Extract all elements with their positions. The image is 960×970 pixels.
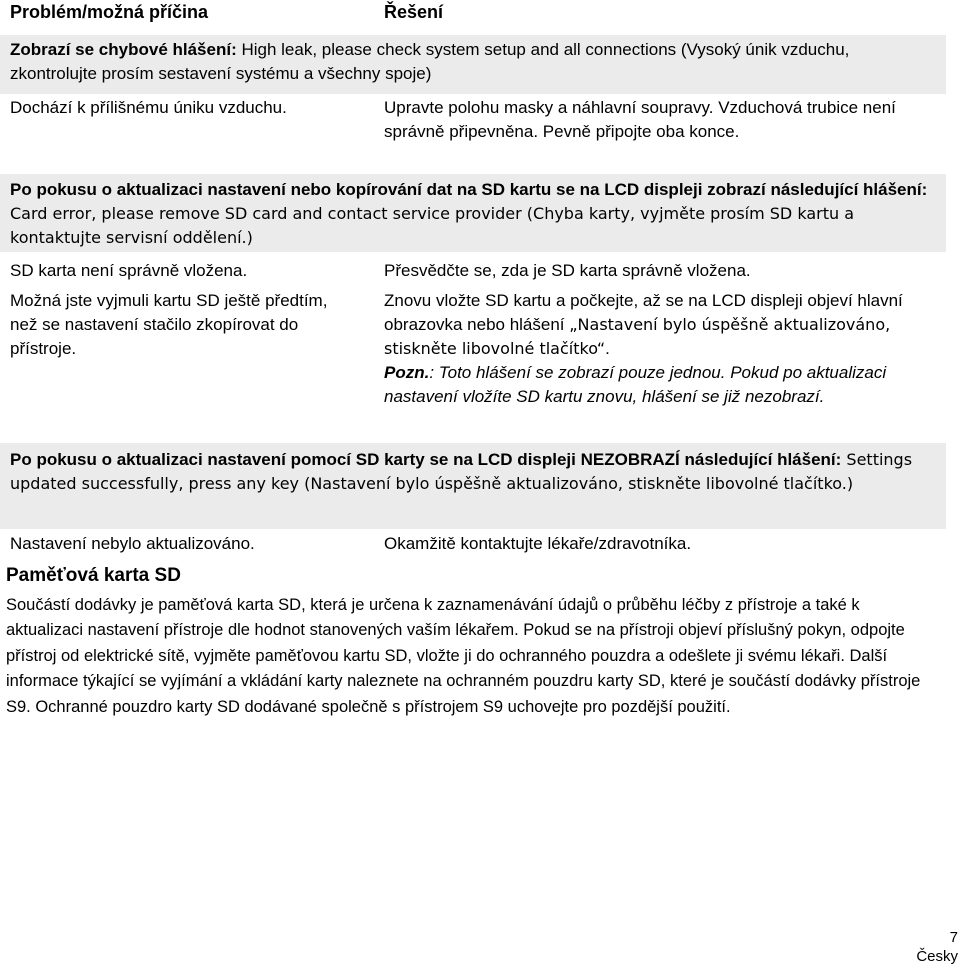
table-header-row xyxy=(0,0,960,30)
error-message-label: Zobrazí se chybové hlášení: xyxy=(10,40,237,59)
solution-cell xyxy=(384,289,924,409)
problem-cell: Dochází k přílišnému úniku vzduchu. xyxy=(10,98,287,117)
error-message-content: Card error, please remove SD card and contact service provider (Chyba karty, vyjměte prosím SD kartu a kontaktujte servisní oddělení.) xyxy=(10,204,855,247)
problem-cell: Nastavení nebylo aktualizováno. xyxy=(10,534,255,553)
note-text: : Toto hlášení se zobrazí pouze jednou. Pokud po aktualizaci nastavení vložíte SD kartu znovu, hlášení se již nezobrazí. xyxy=(384,363,887,406)
note-label: Pozn. xyxy=(384,363,430,382)
footer-language: Česky xyxy=(916,948,958,965)
error-message-text xyxy=(10,38,940,86)
error-message-label: Po pokusu o aktualizaci nastavení pomocí SD karty se na LCD displeji NEZOBRAZÍ následující hlášení: xyxy=(10,450,842,469)
section-title: Paměťová karta SD xyxy=(6,565,181,586)
error-message-label: Po pokusu o aktualizaci nastavení nebo kopírování dat na SD kartu se na LCD displeji zobrazí následující hlášení: xyxy=(10,180,928,199)
problem-cell: SD karta není správně vložena. xyxy=(10,261,248,280)
error-message-band-sd-card xyxy=(0,174,946,252)
column-header-solution: Řešení xyxy=(384,2,444,22)
error-message-content: High leak, please check system setup and all connections (Vysoký únik vzduchu, zkontrolujte prosím sestavení systému a všechny spoje) xyxy=(10,40,850,83)
column-header-problem: Problém/možná příčina xyxy=(10,2,209,22)
problem-cell: Možná jste vyjmuli kartu SD ještě předtím, než se nastavení stačilo zkopírovat do přístroje. xyxy=(10,291,328,358)
error-message-content: Settings updated successfully, press any key (Nastavení bylo úspěšně aktualizováno, stiskněte libovolné tlačítko.) xyxy=(10,450,913,493)
solution-text: Znovu vložte SD kartu a počkejte, až se na LCD displeji objeví hlavní obrazovka nebo hlášení xyxy=(384,291,903,334)
error-message-band-settings-updated xyxy=(0,443,946,529)
solution-cell: Upravte polohu masky a náhlavní soupravy. Vzduchová trubice není správně připevněna. Pevně připojte oba konce. xyxy=(384,98,896,141)
page-number: 7 xyxy=(949,929,958,946)
error-message-band-high-leak xyxy=(0,35,946,94)
solution-text-end: . xyxy=(605,339,610,358)
section-paragraph: Součástí dodávky je paměťová karta SD, která je určena k zaznamenávání údajů o průběhu léčby z přístroje a také k aktualizaci nastavení přístroje dle hodnot stanovených vaším lékařem. Pokud se na přístroji objeví příslušný pokyn, odpojte přístroj od elektrické sítě, vyjměte paměťovou kartu SD, vložte ji do ochranného pouzdra a odešlete ji svému lékaři. Další informace týkající se vyjímání a vkládání karty naleznete na ochranném pouzdru karty SD, které je součástí dodávky přístroje S9. Ochranné pouzdro karty SD dodávané společně s přístrojem S9 uchovejte pro pozdější použití. xyxy=(6,596,921,716)
solution-cell: Přesvědčte se, zda je SD karta správně vložena. xyxy=(384,261,751,280)
solution-cell: Okamžitě kontaktujte lékaře/zdravotníka. xyxy=(384,534,692,553)
error-message-text xyxy=(10,178,940,250)
settings-message-text: „Nastavení bylo úspěšně aktualizováno, stiskněte libovolné tlačítko“ xyxy=(384,315,891,358)
page-footer xyxy=(916,928,958,966)
error-message-text xyxy=(10,448,940,496)
